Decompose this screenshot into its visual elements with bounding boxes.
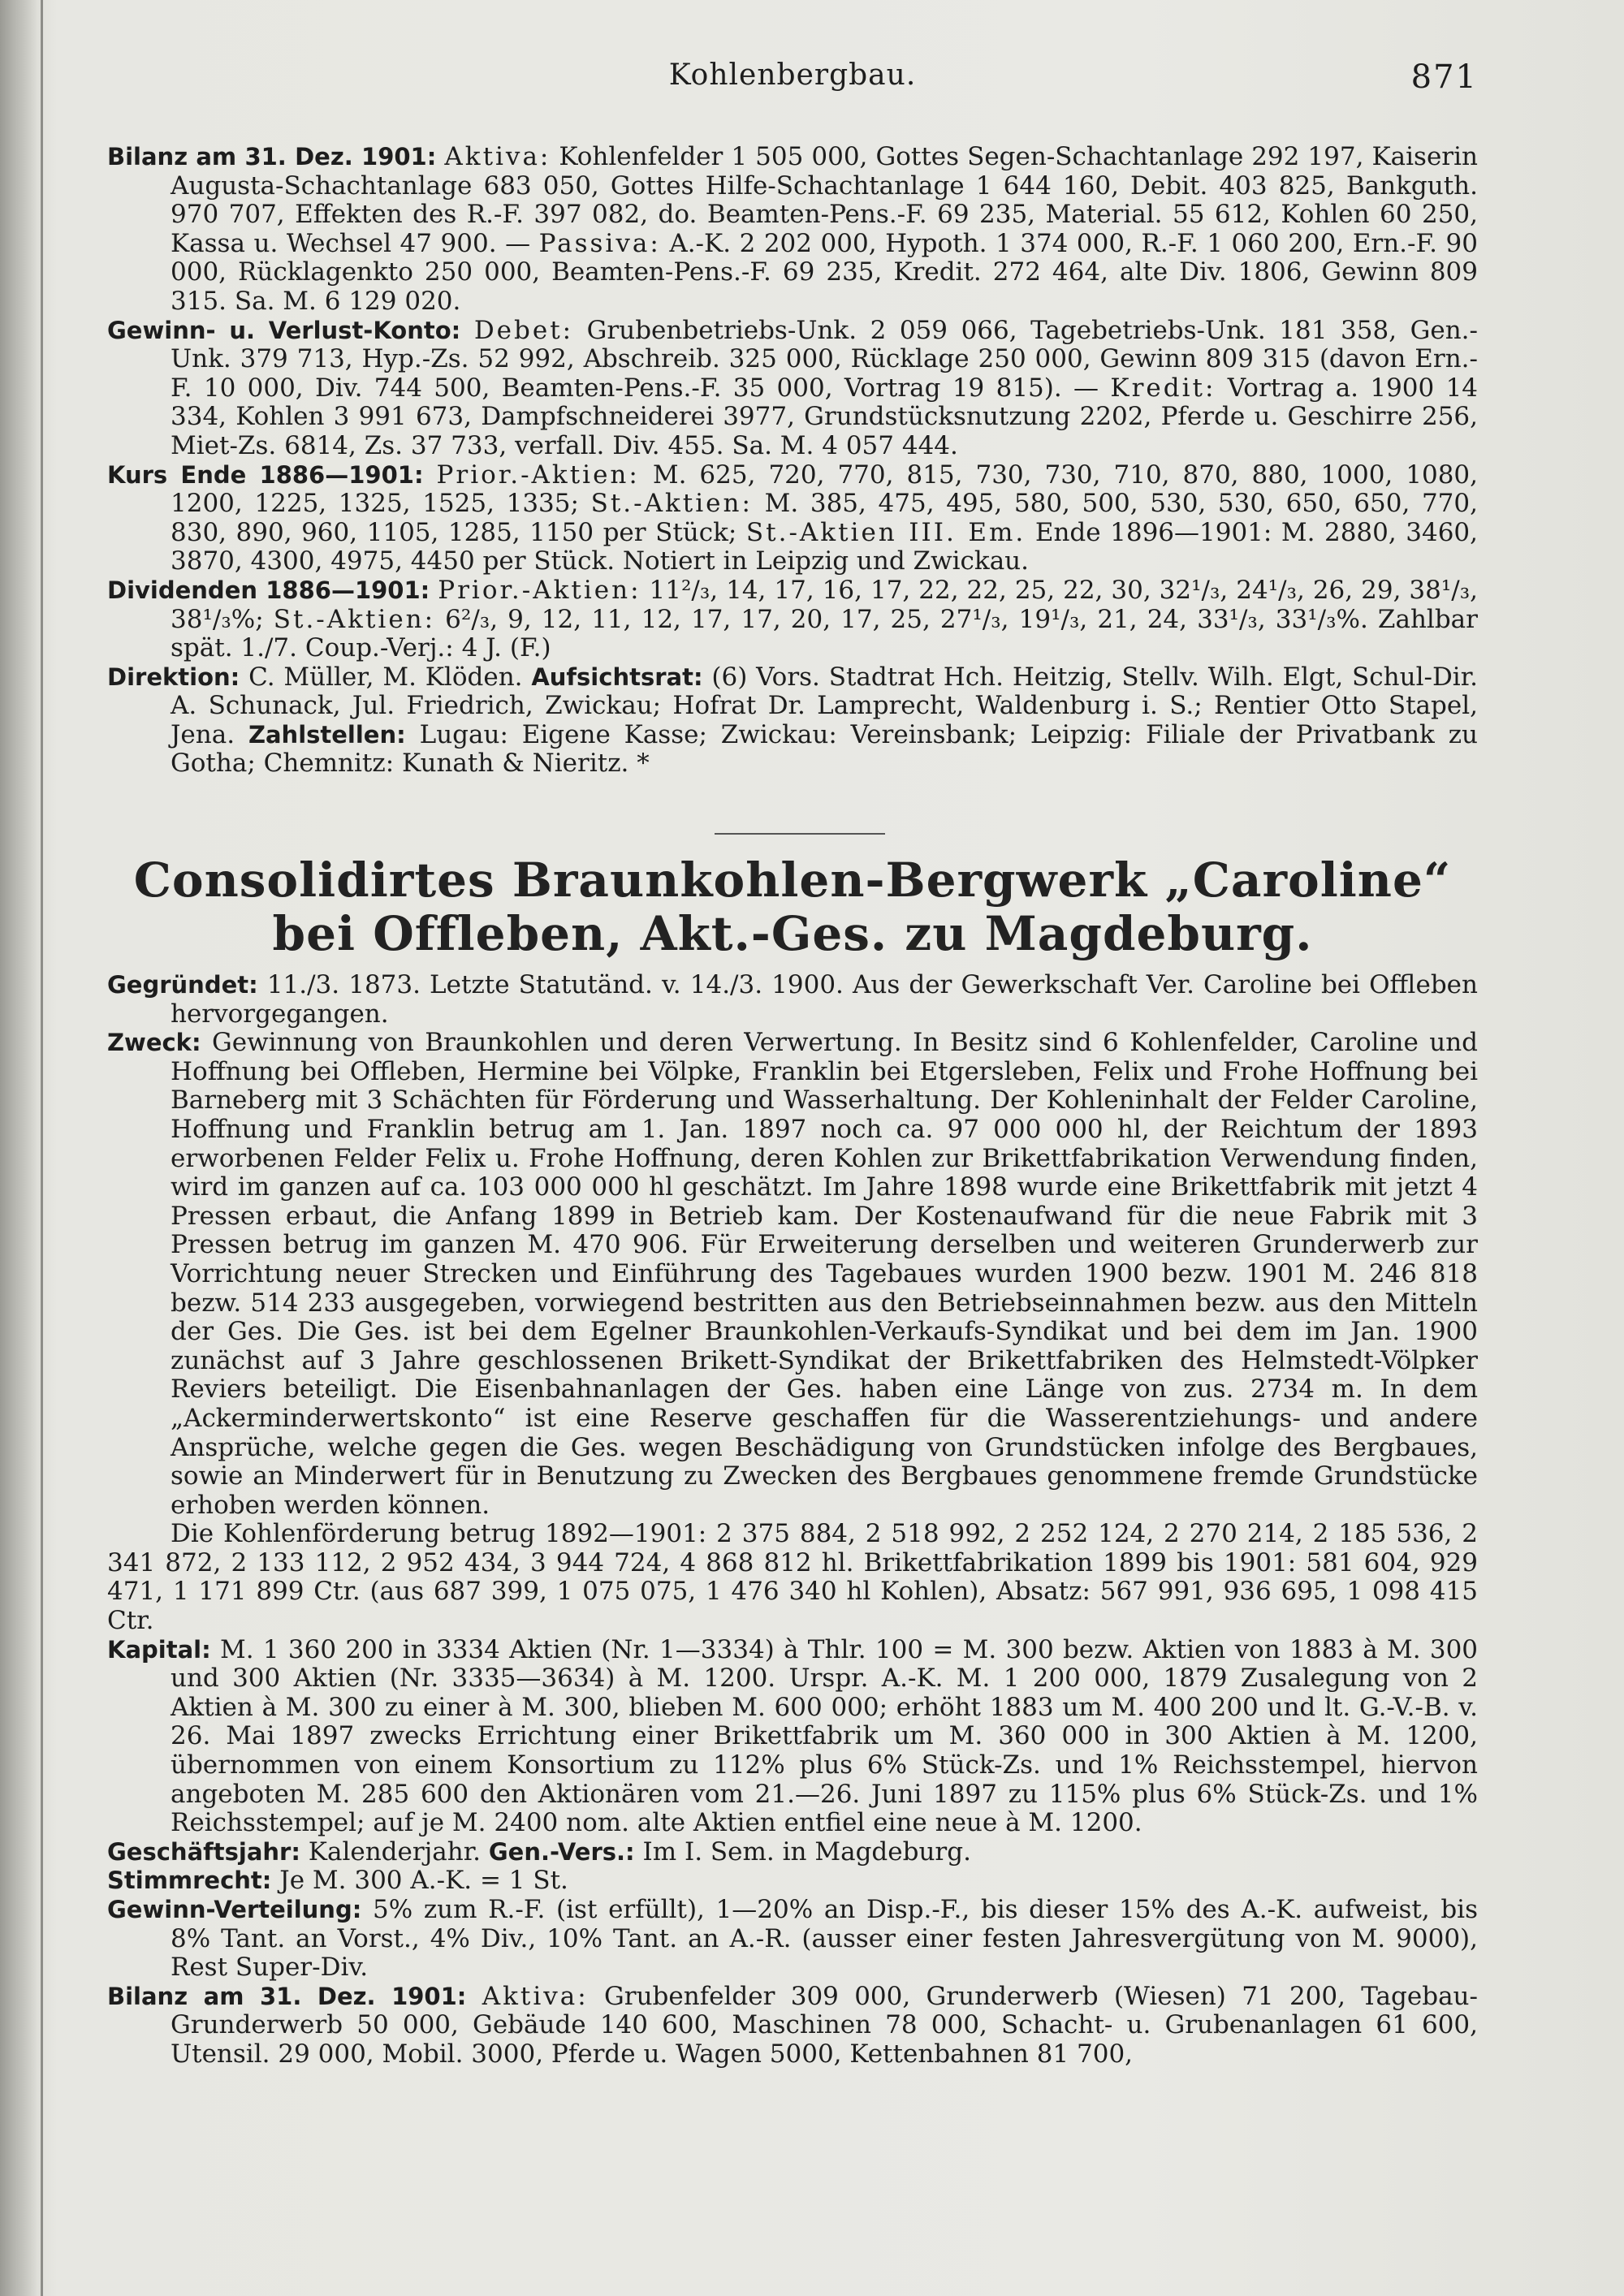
kredit-text: Vortrag a. 1900 14 334, Kohlen 3 991 673, Dampfschneiderei 3977, Grundstücksnutzung 2202, Pferde u. Geschirre 256, Miet-Zs. 6814, Zs. 37 733, verfall. Div. 455. Sa. M. 4 057 444. xyxy=(171,373,1479,460)
direktion-entry xyxy=(107,663,1478,779)
dividenden-st-label: St.-Aktien: xyxy=(273,604,436,634)
company-title-line-2: bei Offleben, Akt.-Ges. zu Magdeburg. xyxy=(272,906,1313,961)
bilanz2-entry xyxy=(107,1983,1478,2069)
gegruendet-label: Gegründet: xyxy=(107,971,258,999)
kurs-st3-text: Ende 1896—1901: M. 2880, 3460, 3870, 4300, 4975, 4450 per Stück. Notiert in Leipzig und Zwickau. xyxy=(171,517,1478,576)
section-caroline xyxy=(107,971,1478,2069)
kurs-st-text: M. 385, 475, 495, 580, 500, 530, 530, 650, 650, 770, 830, 890, 960, 1105, 1285, 1150 per Stück; xyxy=(171,489,1478,547)
kurs-prior-label: Prior.-Aktien: xyxy=(436,460,640,490)
zahlstellen-label: Zahlstellen: xyxy=(248,720,406,749)
stimmrecht-label: Stimmrecht: xyxy=(107,1867,272,1895)
bilanz2-aktiva-text: Grubenfelder 309 000, Grunderwerb (Wiesen) 71 200, Tagebau-Grunderwerb 50 000, Gebäude 140 600, Maschinen 78 000, Schacht- u. Grubenanlagen 61 600, Utensil. 29 000, Mobil. 3000, Pferde u. Wagen 5000, Kettenbahnen 81 700, xyxy=(171,1981,1478,2069)
gewinn-entry xyxy=(107,317,1478,461)
genvers-label: Gen.-Vers.: xyxy=(488,1837,635,1866)
zahlstellen-text: Lugau: Eigene Kasse; Zwickau: Vereinsbank; Leipzig: Filiale der Privatbank zu Gotha; Chemnitz: Kunath & Nieritz. * xyxy=(171,719,1479,779)
gegruendet-entry xyxy=(107,971,1478,1029)
bilanz2-aktiva-label: Aktiva: xyxy=(482,1981,589,2011)
foerderung-paragraph: Die Kohlenförderung betrug 1892—1901: 2 375 884, 2 518 992, 2 252 124, 2 270 214, 2 185 536, 2 341 872, 2 133 112, 2 952 434, 3 944 724, 4 868 812 hl. Brikettfabrikation 1899 bis 1901: 581 604, 929 471, 1 171 899 Ctr. (aus 687 399, 1 075 075, 1 476 340 hl Kohlen), Absatz: 567 991, 936 695, 1 098 415 Ctr. xyxy=(107,1519,1478,1636)
kurs-st3-label: St.-Aktien III. Em. xyxy=(745,517,1026,547)
geschaeftsjahr-entry xyxy=(107,1838,1478,1867)
kredit-label: Kredit: xyxy=(1110,373,1216,403)
stimmrecht-entry xyxy=(107,1867,1478,1896)
aufsichtsrat-label: Aufsichtsrat: xyxy=(531,662,703,691)
kurs-prior-text: M. 625, 720, 770, 815, 730, 730, 710, 870, 880, 1000, 1080, 1200, 1225, 1325, 1525, 1335; xyxy=(171,460,1479,519)
bilanz2-label: Bilanz am 31. Dez. 1901: xyxy=(107,1982,467,2010)
binding-shadow xyxy=(0,0,37,2296)
zweck-label: Zweck: xyxy=(107,1029,201,1057)
aufsichtsrat-text: (6) Vors. Stadtrat Hch. Heitzig, Stellv. Wilh. Elgt, Schul-Dir. A. Schunack, Jul. Friedrich, Zwickau; Hofrat Dr. Lamprecht, Waldenburg i. S.; Rentier Otto Stapel, Jena. xyxy=(171,662,1478,749)
aktiva-label: Aktiva: xyxy=(444,142,551,171)
geschaeftsjahr-text: Kalenderjahr. xyxy=(308,1836,481,1867)
direktion-text: C. Müller, M. Klöden. xyxy=(248,662,523,692)
bilanz-entry xyxy=(107,143,1478,317)
running-head: Kohlenbergbau. xyxy=(668,58,917,92)
page-number: 871 xyxy=(1410,58,1478,96)
dividenden-st-text: 6²/₃, 9, 12, 11, 12, 17, 17, 20, 17, 25, 27¹/₃, 19¹/₃, 21, 24, 33¹/₃, 33¹/₃%. Zahlbar spät. 1./7. Coup.-Verj.: 4 J. (F.) xyxy=(171,604,1478,663)
company-title-line-1: Consolidirtes Braunkohlen-Bergwerk „Caroline“ xyxy=(133,852,1452,908)
gewinnverteilung-label: Gewinn-Verteilung: xyxy=(107,1896,362,1923)
kurs-label: Kurs Ende 1886—1901: xyxy=(107,460,424,489)
dividenden-prior-text: 11²/₃, 14, 17, 16, 17, 22, 22, 25, 22, 30, 32¹/₃, 24¹/₃, 26, 29, 38¹/₃, 38¹/₃%; xyxy=(171,575,1479,634)
section-previous-company xyxy=(107,143,1478,779)
section-divider xyxy=(715,833,885,835)
geschaeftsjahr-label: Geschäftsjahr: xyxy=(107,1837,300,1866)
page-header xyxy=(107,58,1478,104)
genvers-text: Im I. Sem. in Magdeburg. xyxy=(642,1836,971,1867)
passiva-text: A.-K. 2 202 000, Hypoth. 1 374 000, R.-F. 1 060 200, Ern.-F. 90 000, Rücklagenkto 250 000, Beamten-Pens.-F. 69 235, Kredit. 272 464, alte Div. 1806, Gewinn 809 315. Sa. M. 6 129 020. xyxy=(171,228,1479,316)
dividenden-entry xyxy=(107,576,1478,663)
bilanz-label: Bilanz am 31. Dez. 1901: xyxy=(107,143,437,170)
direktion-label: Direktion: xyxy=(107,662,240,691)
gewinnverteilung-text: 5% zum R.-F. (ist erfüllt), 1—20% an Disp.-F., bis dieser 15% des A.-K. aufweist, bis 8% Tant. an Vorst., 4% Div., 10% Tant. an A.-R. (ausser einer festen Jahresvergütung von M. 9000), Rest Super-Div. xyxy=(171,1895,1478,1983)
dividenden-label: Dividenden 1886—1901: xyxy=(107,576,430,604)
dividenden-prior-label: Prior.-Aktien: xyxy=(438,575,641,605)
gewinnverteilung-entry xyxy=(107,1896,1478,1983)
kapital-label: Kapital: xyxy=(107,1635,211,1664)
aktiva-text: Kohlenfelder 1 505 000, Gottes Segen-Schachtanlage 292 197, Kaiserin Augusta-Schachtanlage 683 050, Gottes Hilfe-Schachtanlage 1 644 160, Debit. 403 825, Bankguth. 970 707, Effekten des R.-F. 397 082, do. Beamten-Pens.-F. 69 235, Material. 55 612, Kohlen 60 250, Kassa u. Wechsel 47 900. — xyxy=(171,142,1478,258)
gegruendet-text: 11./3. 1873. Letzte Statutänd. v. 14./3. 1900. Aus der Gewerkschaft Ver. Caroline bei Offleben hervorgegangen. xyxy=(171,970,1478,1029)
stimmrecht-text: Je M. 300 A.-K. = 1 St. xyxy=(279,1866,568,1896)
kurs-entry xyxy=(107,461,1478,576)
gewinn-label: Gewinn- u. Verlust-Konto: xyxy=(107,316,461,344)
kurs-st-label: St.-Aktien: xyxy=(590,489,753,519)
kapital-entry xyxy=(107,1636,1478,1838)
page-edge-line xyxy=(41,0,43,2296)
kapital-text: M. 1 360 200 in 3334 Aktien (Nr. 1—3334) à Thlr. 100 = M. 300 bezw. Aktien von 1883 à M. 300 und 300 Aktien (Nr. 3335—3634) à M. 1200. Urspr. A.-K. M. 1 200 000, 1879 Zusalegung von 2 Aktien à M. 300 zu einer à M. 300, blieben M. 600 000; erhöht 1883 um M. 400 200 und lt. G.-V.-B. v. 26. Mai 1897 zwecks Errichtung einer Brikettfabrik um M. 360 000 in 300 Aktien à M. 1200, übernommen von einem Konsortium zu 112% plus 6% Stück-Zs. und 1% Reichsstempel, hiervon angeboten M. 285 600 den Aktionären vom 21.—26. Juni 1897 zu 115% plus 6% Stück-Zs. und 1% Reichsstempel; auf je M. 2400 nom. alte Aktien entfiel eine neue à M. 1200. xyxy=(171,1634,1479,1838)
zweck-entry xyxy=(107,1029,1478,1520)
debet-label: Debet: xyxy=(473,315,574,345)
zweck-text: Gewinnung von Braunkohlen und deren Verwertung. In Besitz sind 6 Kohlenfelder, Caroline und Hoffnung bei Offleben, Hermine bei Völpke, Franklin bei Etgersleben, Felix und Frohe Hoffnung bei Barneberg mit 3 Schächten für Förderung und Wasserhaltung. Der Kohleninhalt der Felder Caroline, Hoffnung und Franklin betrug am 1. Jan. 1897 noch ca. 97 000 000 hl, der Reichtum der 1893 erworbenen Felder Felix u. Frohe Hoffnung, deren Kohlen zur Brikettfabrikation Verwendung finden, wird im ganzen auf ca. 103 000 000 hl geschätzt. Im Jahre 1898 wurde eine Brikettfabrik mit jetzt 4 Pressen erbaut, die Anfang 1899 in Betrieb kam. Der Kostenaufwand für die neue Fabrik mit 3 Pressen betrug im ganzen M. 470 906. Für Erweiterung derselben und weiteren Grunderwerb zur Vorrichtung neuer Strecken und Einführung des Tagebaues wurden 1900 bezw. 1901 M. 246 818 bezw. 514 233 ausgegeben, vorwiegend bestritten aus den Betriebseinnahmen bezw. aus den Mitteln der Ges. Die Ges. ist bei dem Egelner Braunkohlen-Verkaufs-Syndikat und bei dem im Jan. 1900 zunächst auf 3 Jahre geschlossenen Brikett-Syndikat der Brikettfabriken des Helmstedt-Völpker Reviers beteiligt. Die Eisenbahnanlagen der Ges. haben eine Länge von zus. 2734 m. In dem „Ackerminderwertskonto“ ist eine Reserve geschaffen für die Wasserentziehungs- und andere Ansprüche, welche gegen die Ges. wegen Beschädigung von Grundstücken infolge des Bergbaues, sowie an Minderwert für in Benutzung zu Zwecken des Bergbaues genommene fremde Grundstücke erhoben werden können. xyxy=(171,1028,1479,1520)
debet-text: Grubenbetriebs-Unk. 2 059 066, Tagebetriebs-Unk. 181 358, Gen.-Unk. 379 713, Hyp.-Zs. 52 992, Abschreib. 325 000, Rücklage 250 000, Gewinn 809 315 (davon Ern.-F. 10 000, Div. 744 500, Beamten-Pens.-F. 35 000, Vortrag 19 815). — xyxy=(171,315,1478,403)
passiva-label: Passiva: xyxy=(538,228,661,258)
